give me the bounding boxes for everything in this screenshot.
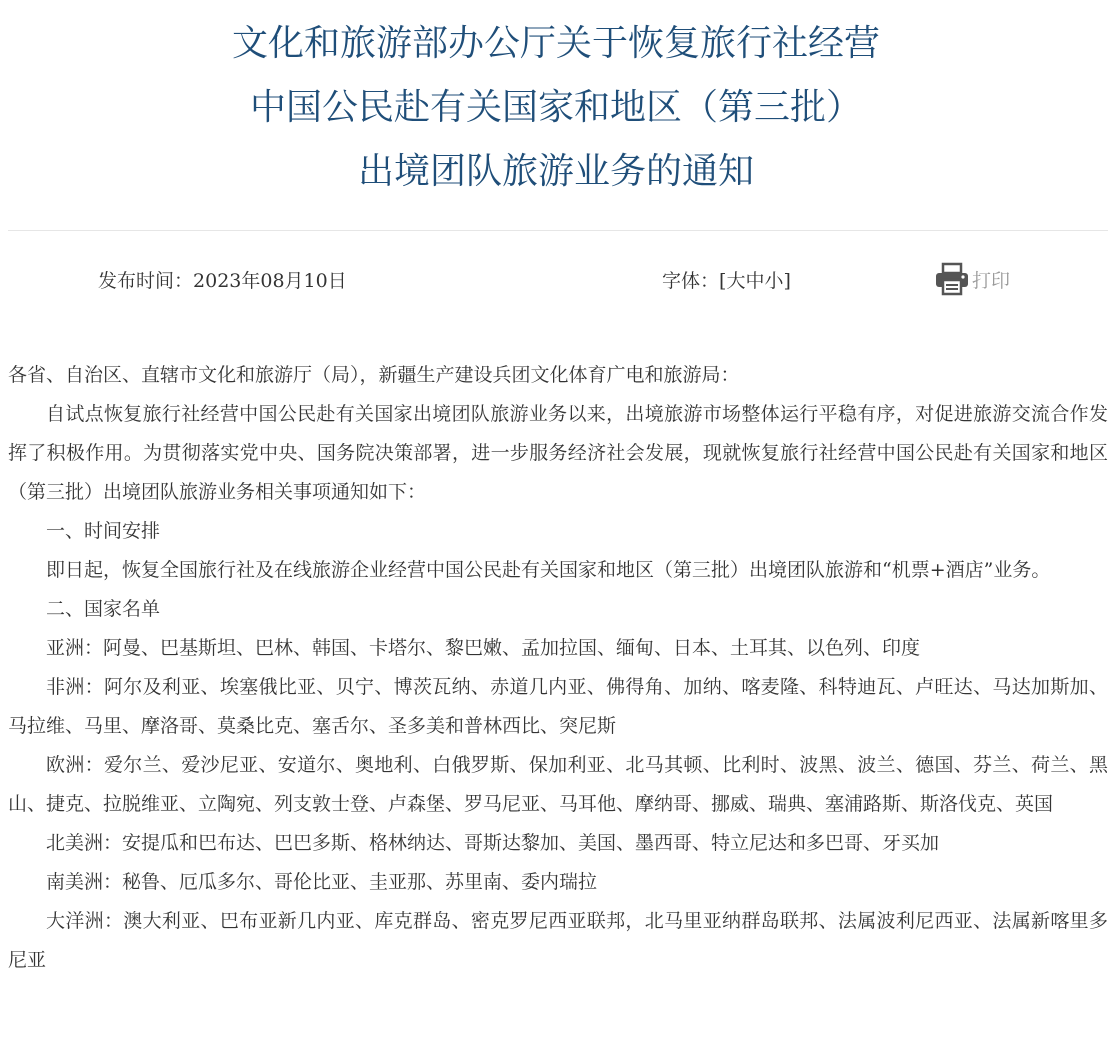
document-title bbox=[0, 12, 1112, 204]
intro-paragraph: 自试点恢复旅行社经营中国公民赴有关国家出境团队旅游业务以来，出境旅游市场整体运行平稳有序，对促进旅游交流合作发挥了积极作用。为贯彻落实党中央、国务院决策部署，进一步服务经济社会发展，现就恢复旅行社经营中国公民赴有关国家和地区（第三批）出境团队旅游业务相关事项通知如下： bbox=[8, 403, 1108, 503]
document-body bbox=[8, 356, 1108, 980]
country-list-south-america: 南美洲：秘鲁、厄瓜多尔、哥伦比亚、圭亚那、苏里南、委内瑞拉 bbox=[46, 871, 598, 893]
font-size-large-link[interactable]: 大 bbox=[726, 270, 746, 292]
title-divider bbox=[8, 230, 1108, 231]
font-size-small-link[interactable]: 小 bbox=[764, 270, 784, 292]
country-list-oceania: 大洋洲：澳大利亚、巴布亚新几内亚、库克群岛、密克罗尼西亚联邦，北马里亚纳群岛联邦、法属波利尼西亚、法属新喀里多尼亚 bbox=[8, 910, 1108, 971]
font-size-label: 字体： bbox=[662, 270, 720, 292]
section-heading-country-list: 二、国家名单 bbox=[46, 598, 161, 620]
print-button[interactable] bbox=[934, 262, 1010, 296]
meta-row bbox=[0, 262, 1120, 296]
salutation: 各省、自治区、直辖市文化和旅游厅（局），新疆生产建设兵团文化体育广电和旅游局： bbox=[8, 364, 740, 386]
publish-date-value: 2023年08月10日 bbox=[193, 270, 347, 292]
title-line-1: 文化和旅游部办公厅关于恢复旅行社经营 bbox=[231, 23, 880, 64]
publish-date bbox=[98, 266, 347, 293]
country-list-asia: 亚洲：阿曼、巴基斯坦、巴林、韩国、卡塔尔、黎巴嫩、孟加拉国、缅甸、日本、土耳其、以色列、印度 bbox=[46, 637, 921, 659]
font-size-bracket-close: ] bbox=[783, 270, 791, 292]
country-list-africa: 非洲：阿尔及利亚、埃塞俄比亚、贝宁、博茨瓦纳、赤道几内亚、佛得角、加纳、喀麦隆、科特迪瓦、卢旺达、马达加斯加、马拉维、马里、摩洛哥、莫桑比克、塞舌尔、圣多美和普林西比、突尼斯 bbox=[8, 676, 1108, 737]
schedule-paragraph: 即日起，恢复全国旅行社及在线旅游企业经营中国公民赴有关国家和地区（第三批）出境团队旅游和“机票+酒店”业务。 bbox=[46, 559, 1051, 581]
country-list-north-america: 北美洲：安提瓜和巴布达、巴巴多斯、格林纳达、哥斯达黎加、美国、墨西哥、特立尼达和多巴哥、牙买加 bbox=[46, 832, 940, 854]
printer-icon bbox=[934, 262, 970, 296]
section-heading-schedule: 一、时间安排 bbox=[46, 520, 161, 542]
font-size-bracket-open: [ bbox=[719, 270, 727, 292]
font-size-selector bbox=[662, 266, 791, 293]
country-list-europe: 欧洲：爱尔兰、爱沙尼亚、安道尔、奥地利、白俄罗斯、保加利亚、北马其顿、比利时、波黑、波兰、德国、芬兰、荷兰、黑山、捷克、拉脱维亚、立陶宛、列支敦士登、卢森堡、罗马尼亚、马耳他、摩纳哥、挪威、瑞典、塞浦路斯、斯洛伐克、英国 bbox=[8, 754, 1108, 815]
title-line-2: 中国公民赴有关国家和地区（第三批） bbox=[249, 87, 862, 128]
publish-date-label: 发布时间： bbox=[98, 270, 194, 292]
print-label: 打印 bbox=[972, 269, 1011, 292]
font-size-medium-link[interactable]: 中 bbox=[745, 270, 765, 292]
title-line-3: 出境团队旅游业务的通知 bbox=[357, 151, 754, 192]
